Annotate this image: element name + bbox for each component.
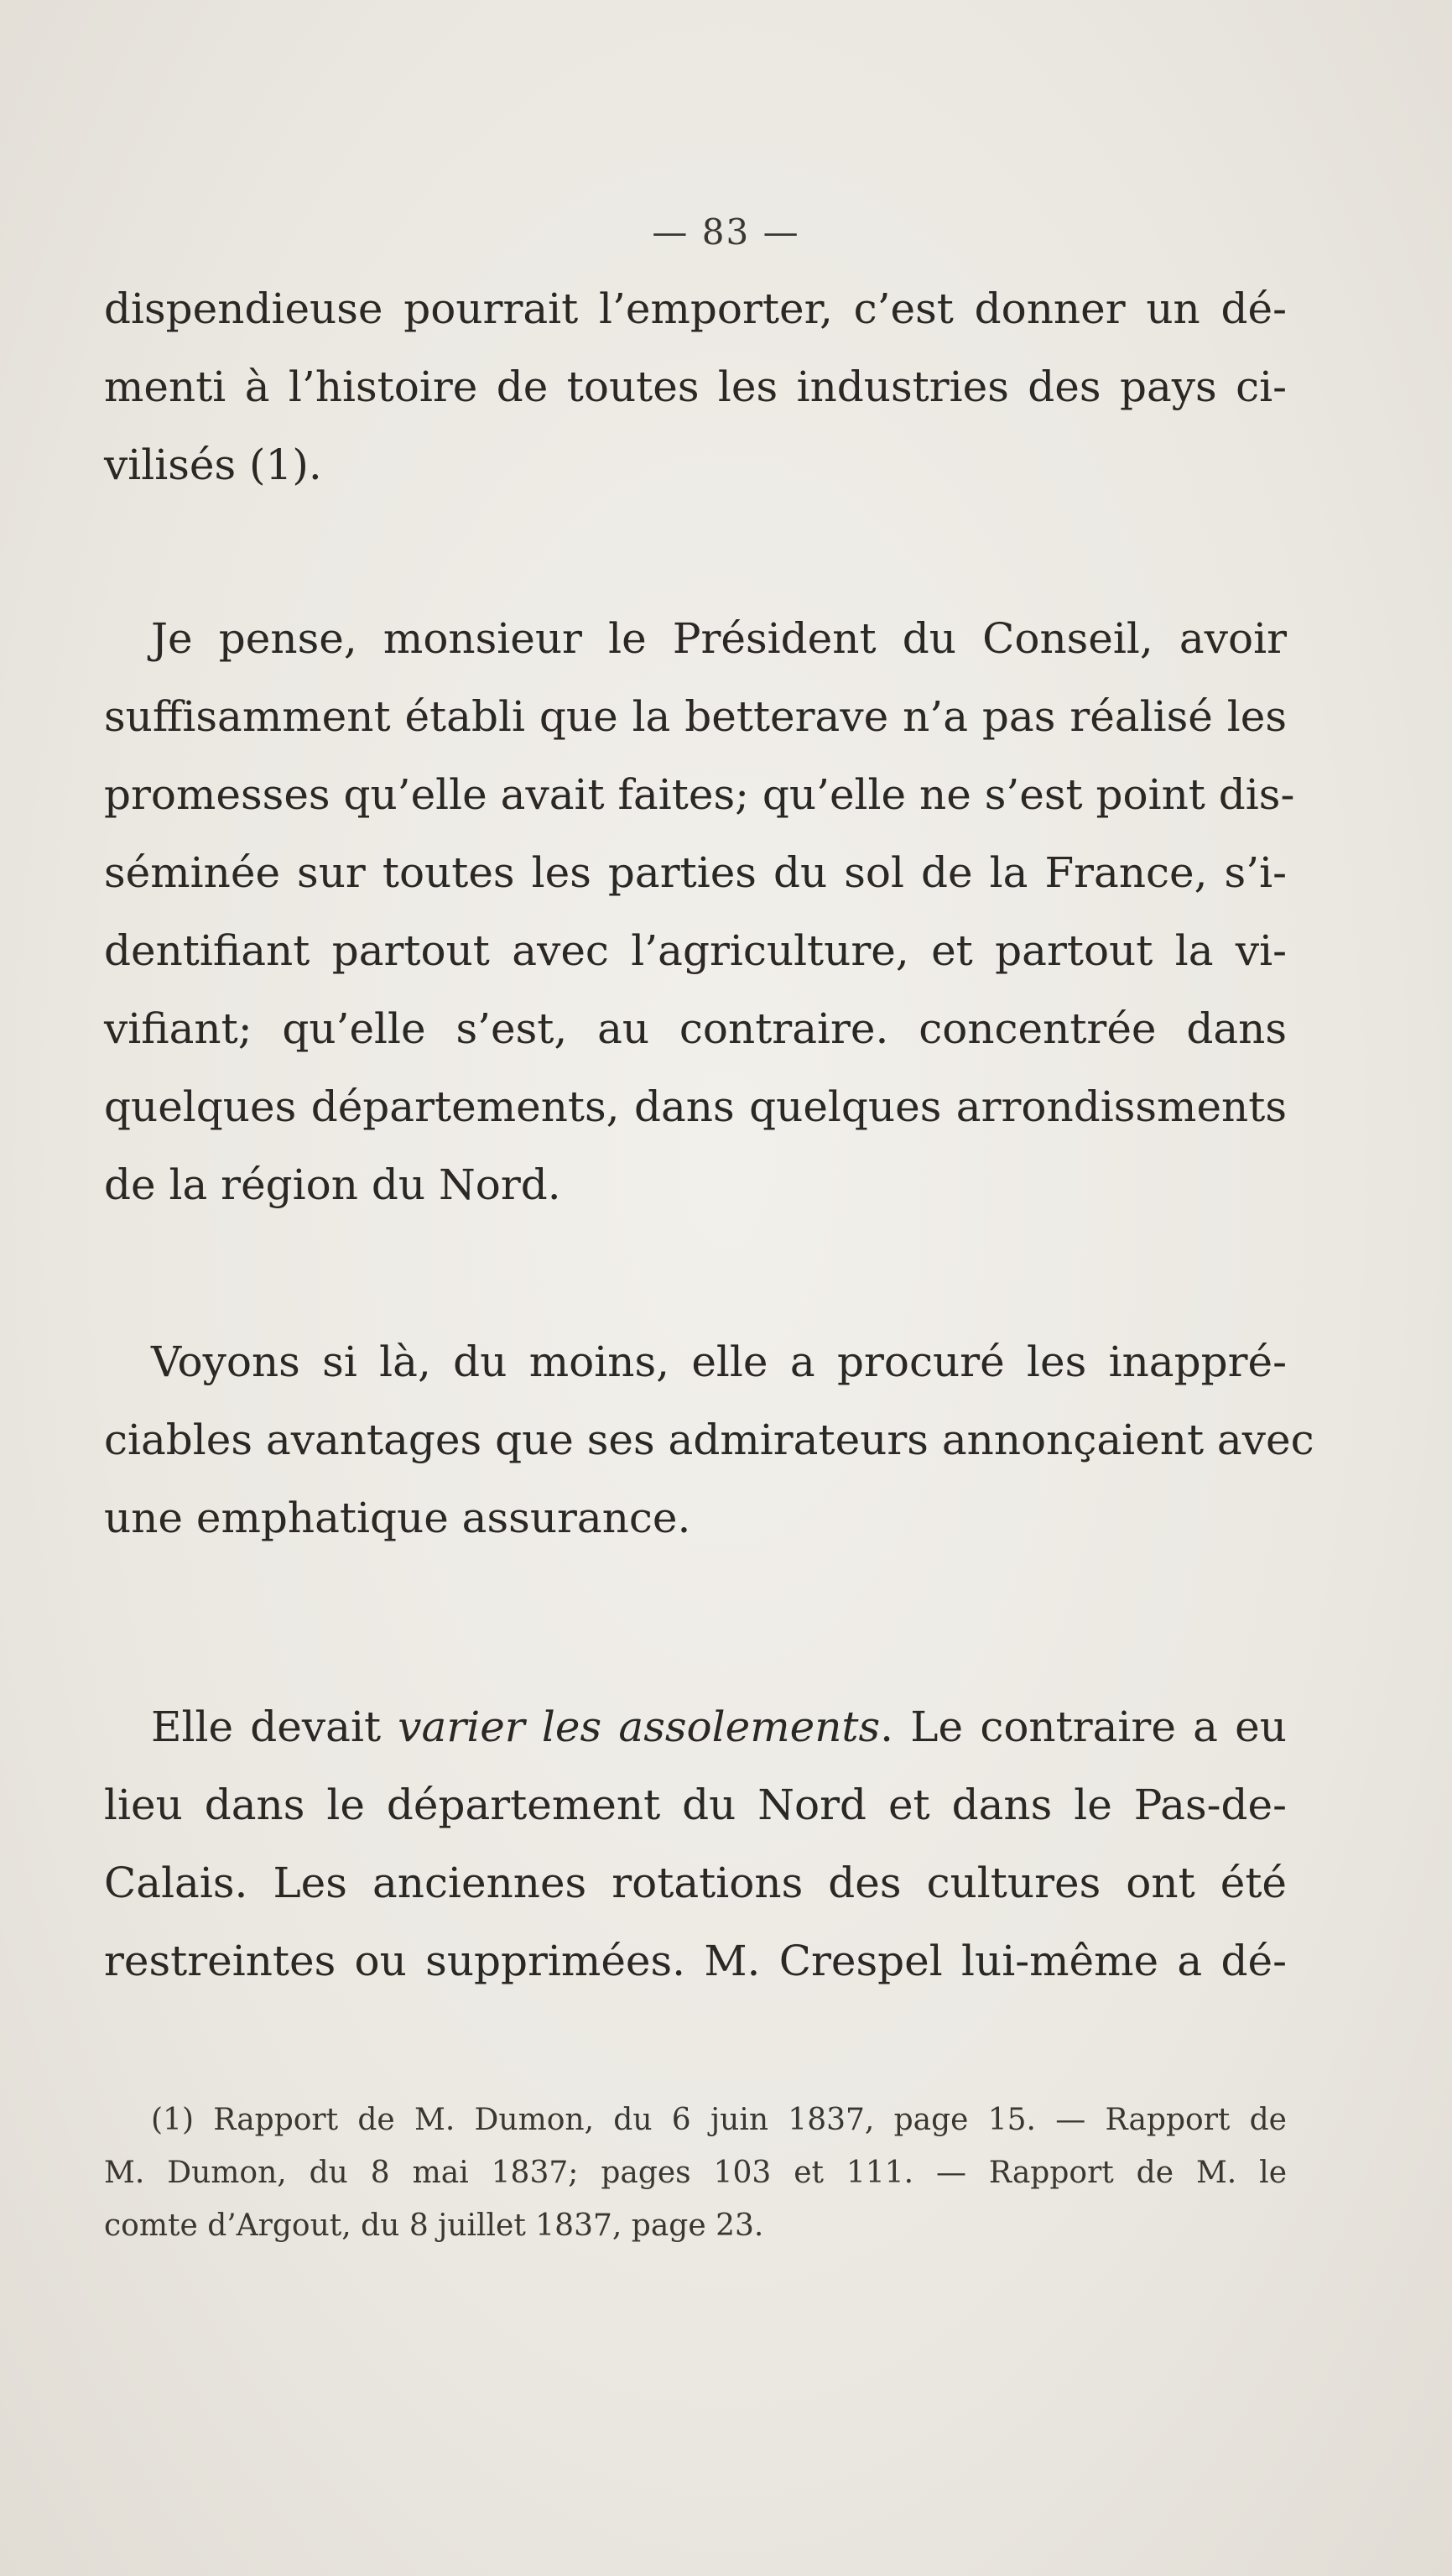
text-line: séminée sur toutes les parties du sol de la France, s’i- xyxy=(104,848,1287,897)
text-line: quelques départements, dans quelques arrondissments xyxy=(104,1082,1287,1131)
text-line: Calais. Les anciennes rotations des cultures ont été xyxy=(104,1859,1287,1907)
text-line: lieu dans le département du Nord et dans le Pas-de- xyxy=(104,1781,1287,1829)
footnote xyxy=(104,2094,1287,2252)
text-line: menti à l’histoire de toutes les industries des pays ci- xyxy=(104,362,1287,411)
text-line: vifiant; qu’elle s’est, au contraire. concentrée dans xyxy=(104,1004,1287,1053)
text-line: de la région du Nord. xyxy=(104,1160,561,1209)
text-line: Je pense, monsieur le Président du Conseil, avoir xyxy=(151,614,1287,663)
footnote-line: comte d’Argout, du 8 juillet 1837, page 23. xyxy=(104,2208,764,2243)
italic-phrase: varier les assolements xyxy=(398,1703,881,1751)
text-line: une emphatique assurance. xyxy=(104,1494,691,1542)
text-line: restreintes ou supprimées. M. Crespel lui-même a dé- xyxy=(104,1937,1287,1985)
paragraph-3 xyxy=(104,1323,1314,1557)
footnote-line: M. Dumon, du 8 mai 1837; pages 103 et 111. — Rapport de M. le xyxy=(104,2156,1287,2190)
footnote-line: (1) Rapport de M. Dumon, du 6 juin 1837, page 15. — Rapport de xyxy=(151,2103,1287,2137)
paragraph-1 xyxy=(104,270,1287,504)
text-line: Voyons si là, du moins, elle a procuré les inappré- xyxy=(151,1338,1287,1386)
text-line: dentifiant partout avec l’agriculture, et partout la vi- xyxy=(104,926,1287,975)
paragraph-2 xyxy=(104,600,1295,1224)
page-number: — 83 — xyxy=(652,211,800,253)
text-run: . Le contraire a eu xyxy=(880,1703,1287,1751)
text-line xyxy=(104,1688,1287,1766)
text-line: dispendieuse pourrait l’emporter, c’est donner un dé- xyxy=(104,284,1287,333)
text-line: vilisés (1). xyxy=(104,441,322,489)
text-line: suffisamment établi que la betterave n’a pas réalisé les xyxy=(104,692,1287,741)
text-run: Elle devait xyxy=(151,1703,398,1751)
paragraph-4 xyxy=(104,1688,1287,2000)
text-line: promesses qu’elle avait faites; qu’elle ne s’est point dis- xyxy=(104,770,1295,819)
text-line: ciables avantages que ses admirateurs annonçaient avec xyxy=(104,1416,1314,1464)
